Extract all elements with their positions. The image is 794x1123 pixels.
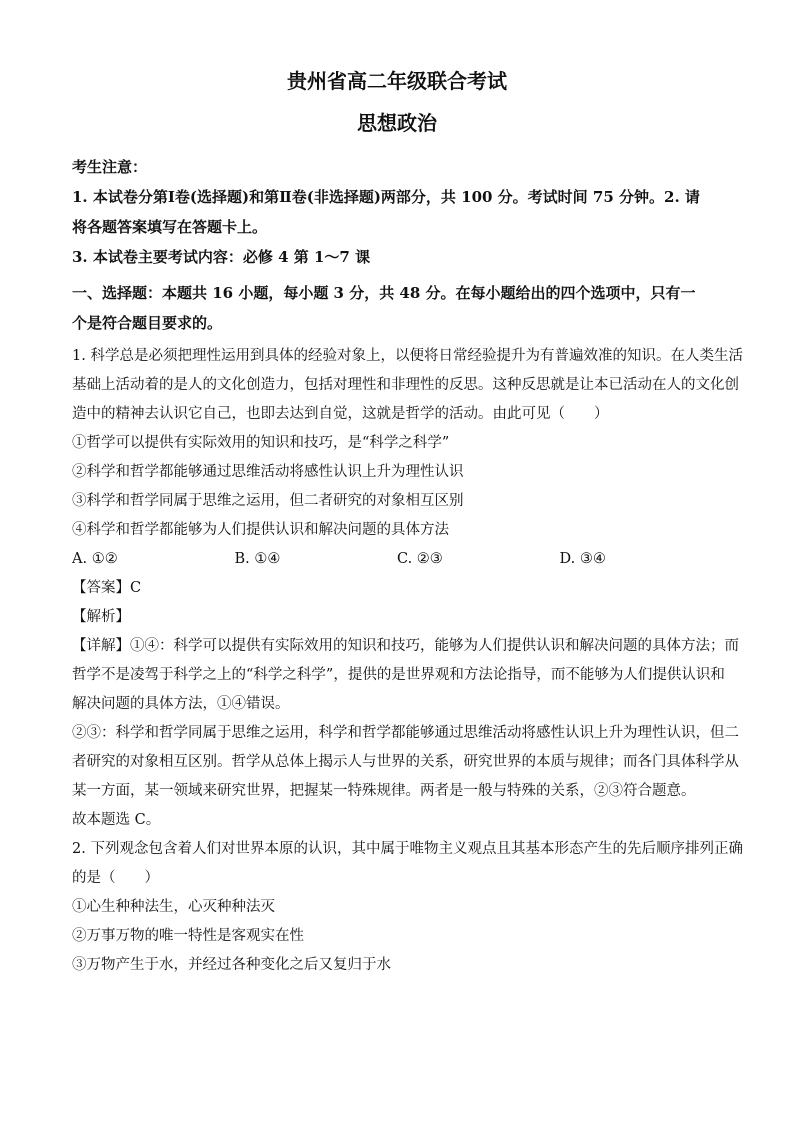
notice-item-1-cont: 将各题答案填写在答题卡上。	[72, 218, 268, 236]
q2-option-2: ②万事万物的唯一特性是客观实在性	[72, 928, 304, 944]
q2-stem-line-1: 2. 下列观念包含着人们对世界本原的认识，其中属于唯物主义观点且其基本形态产生的先后顺序排列正确	[72, 841, 743, 857]
q1-analysis-heading: 【解析】	[72, 609, 130, 625]
q1-detail-line-3: 解决问题的具体方法，①④错误。	[72, 696, 290, 712]
notice-heading: 考生注意：	[72, 158, 148, 176]
q1-choices	[72, 545, 722, 574]
subject-title: 思想政治	[357, 111, 437, 135]
q2-option-1: ①心生种种法生，心灭种种法灭	[72, 899, 275, 915]
q1-detail-line-5: 者研究的对象相互区别。哲学从总体上揭示人与世界的关系，研究世界的本质与规律；而各门具体科学从	[72, 754, 739, 770]
question-2	[72, 835, 743, 980]
question-1	[72, 342, 743, 835]
q1-stem-line-2: 基础上活动着的是人的文化创造力，包括对理性和非理性的反思。这种反思就是让本已活动在人的文化创	[72, 377, 739, 393]
q1-choice-a: A. ①②	[72, 551, 118, 567]
section-line-2: 个是符合题目要求的。	[72, 314, 223, 332]
q1-conclusion: 故本题选 C。	[72, 812, 161, 828]
q1-option-1: ①哲学可以提供有实际效用的知识和技巧，是“科学之科学”	[72, 435, 450, 451]
q2-stem-line-2: 的是（ ）	[72, 870, 159, 886]
q1-option-4: ④科学和哲学都能够为人们提供认识和解决问题的具体方法	[72, 522, 449, 538]
q1-choice-d: D. ③④	[559, 551, 606, 567]
notice-item-3: 3. 本试卷主要考试内容：必修 4 第 1～7 课	[72, 248, 371, 266]
q2-option-3: ③万物产生于水，并经过各种变化之后又复归于水	[72, 957, 391, 973]
exam-title: 贵州省高二年级联合考试	[287, 69, 507, 93]
q1-option-3: ③科学和哲学同属于思维之运用，但二者研究的对象相互区别	[72, 493, 464, 509]
q1-choice-b: B. ①④	[234, 551, 281, 567]
section-line-1: 一、选择题：本题共 16 小题，每小题 3 分，共 48 分。在每小题给出的四个选项中，只有一	[72, 284, 696, 302]
q1-stem-line-1: 1. 科学总是必须把理性运用到具体的经验对象上，以便将日常经验提升为有普遍效准的知识。在人类生活	[72, 348, 743, 364]
q1-stem-line-3: 造中的精神去认识它自己，也即去达到自觉，这就是哲学的活动。由此可见（ ）	[72, 406, 609, 422]
q1-detail-line-2: 哲学不是凌驾于科学之上的“科学之科学”，提供的是世界观和方法论指导，而不能够为人们提供认识和	[72, 667, 725, 683]
q1-option-2: ②科学和哲学都能够通过思维活动将感性认识上升为理性认识	[72, 464, 464, 480]
section-instructions	[72, 278, 722, 338]
q1-answer: 【答案】C	[72, 580, 142, 596]
notice-item-1: 1. 本试卷分第Ⅰ卷(选择题)和第Ⅱ卷(非选择题)两部分，共 100 分。考试时间 75 分钟。2. 请	[72, 188, 700, 206]
q1-detail-line-1: 【详解】①④：科学可以提供有实际效用的知识和技巧，能够为人们提供认识和解决问题的具体方法；而	[72, 638, 739, 654]
q1-detail-line-4: ②③：科学和哲学同属于思维之运用，科学和哲学都能够通过思维活动将感性认识上升为理性认识，但二	[72, 725, 739, 741]
q1-detail-line-6: 某一方面，某一领域来研究世界，把握某一特殊规律。两者是一般与特殊的关系，②③符合题意。	[72, 783, 696, 799]
notice-block	[72, 152, 722, 272]
q1-choice-c: C. ②③	[397, 551, 443, 567]
